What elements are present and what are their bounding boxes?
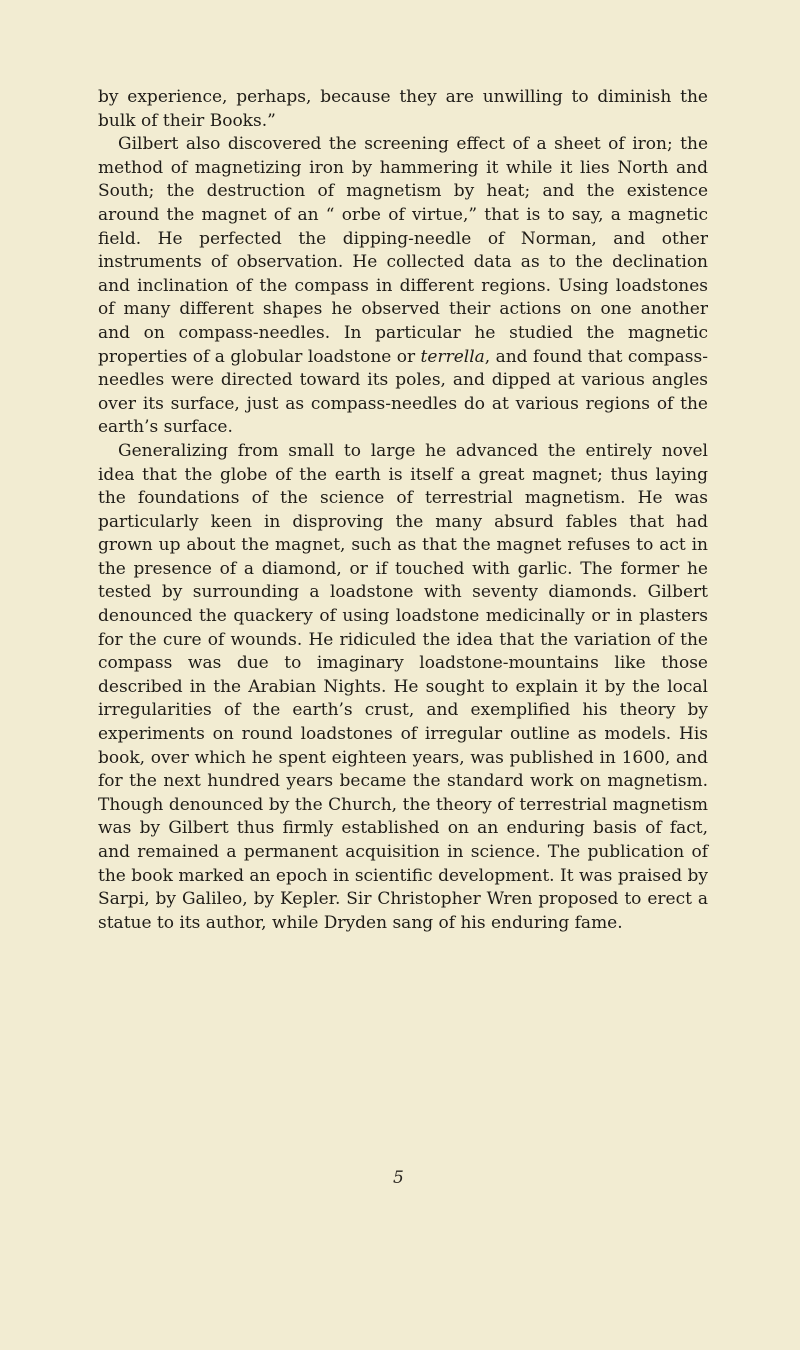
paragraph-text-before-italic: Gilbert also discovered the screening effect of a sheet of iron; the method of magnetizing iron by hammering it while it lies North and South; the destruction of magnetism by heat; and the existence around the magnet of an “ orbe of virtue,” that is to say, a magnetic field. He perfected the dipping-needle of Norman, and other instruments of observation. He collected data as to the declination and inclination of the compass in different regions. Using loadstones of many different shapes he observed their actions on one another and on compass-needles. In particular he studied the magnetic properties of a globular loadstone or xyxy=(98,134,708,367)
paragraph-terrestrial-magnetism: Generalizing from small to large he advanced the entirely novel idea that the globe of the earth is itself a great magnet; thus laying the foundations of the science of terrestrial magnetism. He was particularly keen in disproving the many absurd fables that had grown up about the magnet, such as that the magnet refuses to act in the presence of a diamond, or if touched with garlic. The former he tested by surrounding a loadstone with seventy diamonds. Gilbert denounced the quackery of using loadstone medicinally or in plasters for the cure of wounds. He ridiculed the idea that the variation of the compass was due to imaginary loadstone-mountains like those described in the Arabian Nights. He sought to explain it by the local irregularities of the earth’s crust, and exemplified his theory by experiments on round loadstones of irregular outline as models. His book, over which he spent eighteen years, was published in 1600, and for the next hundred years became the standard work on magnetism. Though denounced by the Church, the theory of terrestrial magnetism was by Gilbert thus firmly established on an enduring basis of fact, and remained a permanent acquisition in science. The publication of the book marked an epoch in scientific development. It was praised by Sarpi, by Galileo, by Kepler. Sir Christopher Wren proposed to erect a statue to its author, while Dryden sang of his enduring fame. xyxy=(98,440,708,933)
paragraph-text-after-italic: , and found that compass-needles were directed toward its poles, and dipped at various angles over its surface, just as compass-needles do at various regions of the earth’s surface. xyxy=(98,346,708,438)
paragraph-continued: by experience, perhaps, because they are unwilling to diminish the bulk of their Books.” xyxy=(98,87,708,131)
page-body xyxy=(98,86,708,935)
paragraph-gilbert-discoveries xyxy=(98,133,708,440)
page-number: 5 xyxy=(393,1168,404,1188)
italic-term-terrella: terrella xyxy=(420,346,485,367)
